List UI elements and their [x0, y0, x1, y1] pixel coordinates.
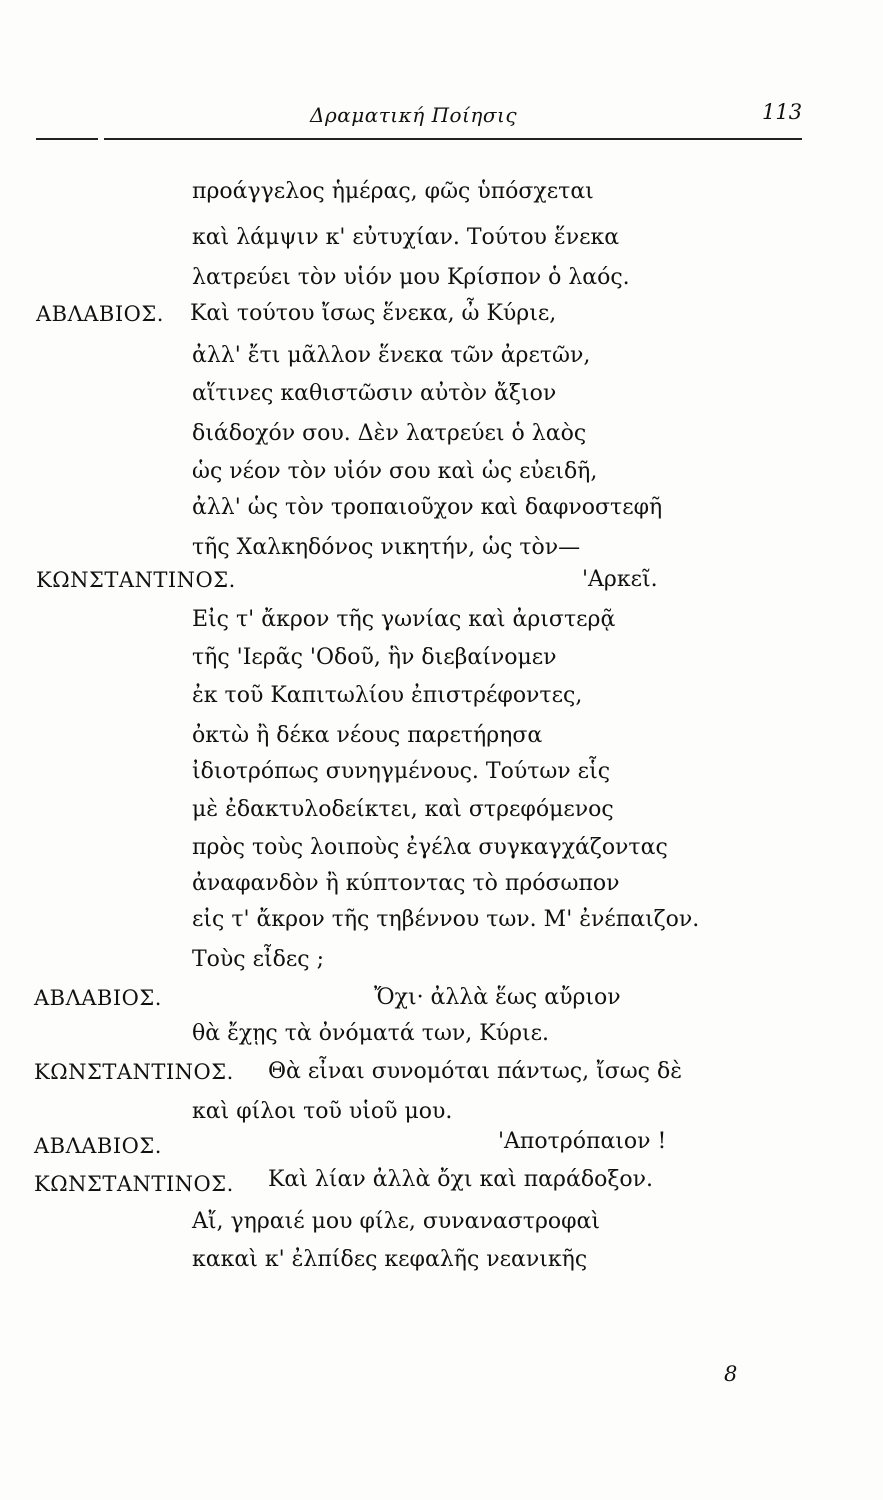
verse-line: Αἴ, γηραιέ μου φίλε, συναναστροφαὶ [192, 1209, 601, 1234]
verse-line: θὰ ἔχῃς τὰ ὀνόματά των, Κύριε. [192, 1021, 550, 1046]
verse-line: ὡς νέον τὸν υἱόν σου καὶ ὡς εὐειδῆ, [192, 459, 598, 484]
speaker-name: ΚΩΝΣΤΑΝΤΙΝΟΣ. [34, 1060, 234, 1084]
verse-line: ὀκτὼ ἢ δέκα νέους παρετήρησα [192, 723, 543, 748]
verse-line: ἀλλ' ἔτι μᾶλλον ἕνεκα τῶν ἀρετῶν, [192, 343, 591, 368]
verse-line: Τοὺς εἶδες ; [192, 947, 324, 972]
verse-line: Καὶ τούτου ἴσως ἕνεκα, ὦ Κύριε, [190, 301, 557, 326]
signature-mark: 8 [724, 1362, 738, 1386]
verse-line: λατρεύει τὸν υἱόν μου Κρίσπον ὁ λαός. [192, 265, 630, 290]
verse-line: Θὰ εἶναι συνομόται πάντως, ἴσως δὲ [268, 1059, 683, 1084]
verse-line: κακαὶ κ' ἐλπίδες κεφαλῆς νεανικῆς [192, 1247, 588, 1272]
speaker-name: ΚΩΝΣΤΑΝΤΙΝΟΣ. [34, 1172, 234, 1196]
verse-line: μὲ ἐδακτυλοδείκτει, καὶ στρεφόμενος [192, 797, 614, 822]
verse-line: πρὸς τοὺς λοιποὺς ἐγέλα συγκαγχάζοντας [192, 835, 668, 860]
verse-line: 'Αρκεῖ. [582, 567, 658, 592]
verse-line: Εἰς τ' ἄκρον τῆς γωνίας καὶ ἀριστερᾷ [192, 607, 616, 632]
verse-line: καὶ λάμψιν κ' εὐτυχίαν. Τούτου ἕνεκα [192, 225, 620, 250]
verse-line: τῆς 'Ιερᾶς 'Οδοῦ, ἣν διεβαίνομεν [192, 645, 557, 670]
speaker-name: ΑΒΛΑΒΙΟΣ. [34, 986, 162, 1010]
speaker-name: ΚΩΝΣΤΑΝΤΙΝΟΣ. [36, 568, 236, 592]
verse-line: ἐκ τοῦ Καπιτωλίου ἐπιστρέφοντες, [192, 683, 583, 708]
verse-line: διάδοχόν σου. Δὲν λατρεύει ὁ λαὸς [192, 421, 587, 446]
verse-line: ἀλλ' ὡς τὸν τροπαιοῦχον καὶ δαφνοστεφῆ [192, 495, 663, 520]
page-number: 113 [762, 100, 803, 124]
verse-line: αἵτινες καθιστῶσιν αὐτὸν ἄξιον [192, 381, 557, 406]
verse-line: τῆς Χαλκηδόνος νικητήν, ὡς τὸν— [192, 535, 581, 560]
verse-line: καὶ φίλοι τοῦ υἱοῦ μου. [192, 1099, 453, 1124]
speaker-name: ΑΒΛΑΒΙΟΣ. [34, 1134, 162, 1158]
verse-line: εἰς τ' ἄκρον τῆς τηβέννου των. Μ' ἐνέπαιζον. [192, 907, 700, 932]
verse-line: προάγγελος ἡμέρας, φῶς ὑπόσχεται [192, 179, 594, 204]
verse-line: ἰδιοτρόπως συνηγμένους. Τούτων εἷς [192, 759, 611, 784]
verse-line: ἀναφανδὸν ἢ κύπτοντας τὸ πρόσωπον [192, 871, 620, 896]
running-title: Δραματική Ποίησις [310, 103, 518, 127]
verse-line: Καὶ λίαν ἀλλὰ ὄχι καὶ παράδοξον. [268, 1167, 654, 1192]
verse-line: Ὄχι· ἀλλὰ ἕως αὔριον [374, 985, 621, 1010]
verse-line: 'Αποτρόπαιον ! [498, 1129, 667, 1154]
speaker-name: ΑΒΛΑΒΙΟΣ. [36, 302, 164, 326]
